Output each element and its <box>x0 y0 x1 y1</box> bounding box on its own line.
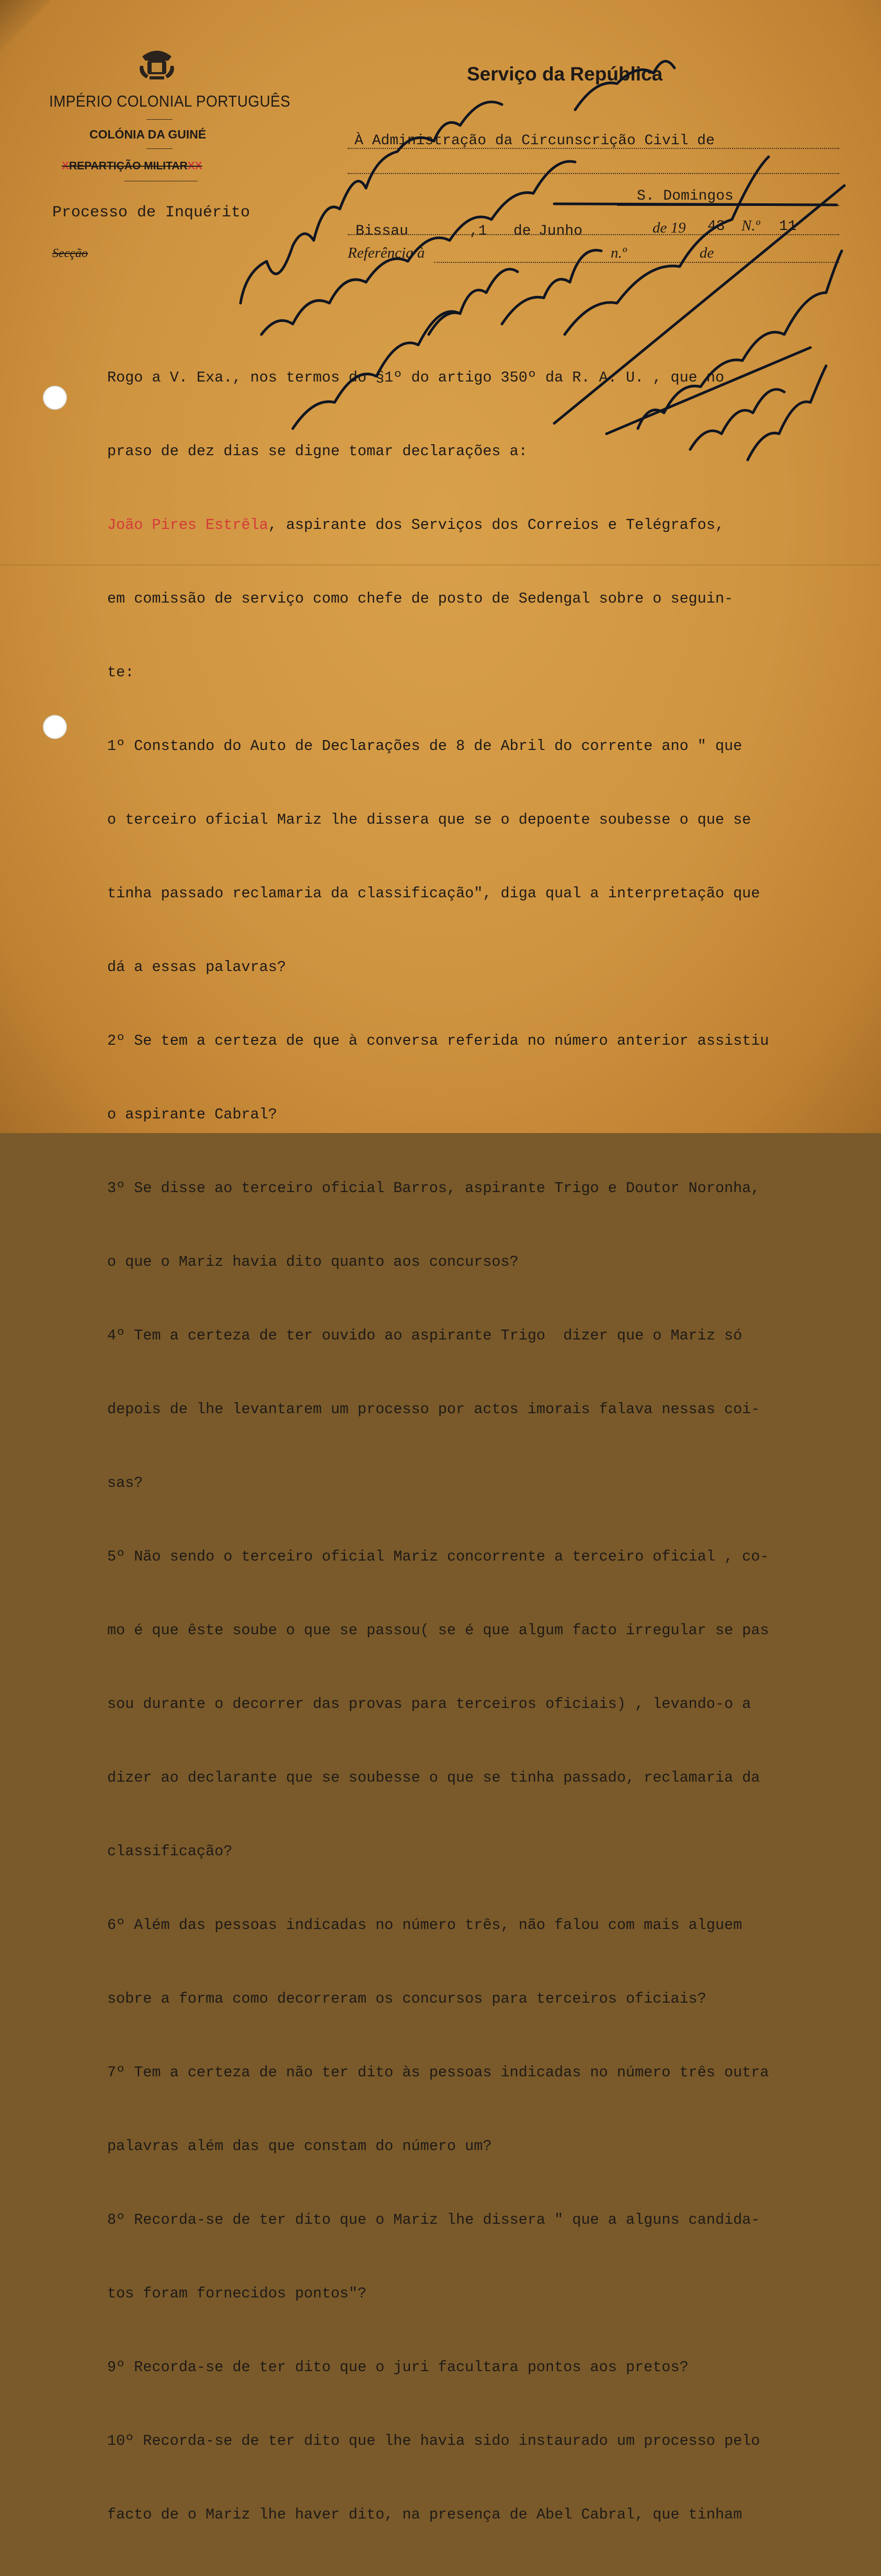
red-x-mark: X <box>62 160 70 172</box>
number-label: N.º <box>741 217 760 234</box>
body-line: 8º Recorda-se de ter dito que o Mariz lhe dissera " que a alguns candida- <box>107 2211 760 2228</box>
body-line <box>107 513 769 537</box>
body-line: praso de dez dias se digne tomar declarações a: <box>107 443 528 460</box>
body-text <box>107 316 769 2576</box>
address-to: À Administração da Circunscrição Civil de <box>354 133 715 149</box>
address-year: 43 <box>707 218 725 235</box>
handwriting-stroke <box>241 102 502 303</box>
address-number: 11 <box>779 218 797 235</box>
address-month: Junho <box>539 223 583 239</box>
body-line: classificação? <box>107 1843 233 1860</box>
body-line: 10º Recorda-se de ter dito que lhe havia sido instaurado um processo pelo <box>107 2432 760 2450</box>
seccao-label: Secção <box>52 247 88 260</box>
body-line: dá a essas palavras? <box>107 958 287 976</box>
body-line: sobre a forma como decorreram os concursos para terceiros oficiais? <box>107 1990 706 2007</box>
body-line: depois de lhe levantarem um processo por actos imorais falava nessas coi- <box>107 1401 760 1418</box>
dotted-line <box>434 261 839 263</box>
header-imperio: IMPÉRIO COLONIAL PORTUGUÊS <box>49 92 291 110</box>
year-label: de 19 <box>653 220 686 236</box>
handwriting-stroke <box>565 157 769 334</box>
body-line: 1º Constando do Auto de Declarações de 8 de Abril do corrente ano " que <box>107 737 742 755</box>
body-line: em comissão de serviço como chefe de posto de Sedengal sobre o seguin- <box>107 590 734 607</box>
dotted-line <box>348 234 839 235</box>
body-line: dizer ao declarante que se soubesse o que se tinha passado, reclamaria da <box>107 1769 760 1786</box>
n-label: n.º <box>611 245 627 261</box>
address-de: de <box>513 223 531 239</box>
body-line: palavras além das que constam do número um? <box>107 2138 492 2155</box>
divider <box>146 148 173 149</box>
body-line: 5º Não sendo o terceiro oficial Mariz concorrente a terceiro oficial , co- <box>107 1548 769 1565</box>
body-line: mo é que êste soube o que se passou( se é que algum facto irregular se pas <box>107 1622 769 1639</box>
divider <box>146 119 173 120</box>
body-line: o que o Mariz havia dito quanto aos concursos? <box>107 1253 519 1270</box>
body-line: 3º Se disse ao terceiro oficial Barros, aspirante Trigo e Doutor Noronha, <box>107 1180 760 1197</box>
body-line: 2º Se tem a certeza de que à conversa referida no número anterior assistiu <box>107 1032 769 1049</box>
header-colonia: COLÓNIA DA GUINÉ <box>89 128 207 141</box>
body-line-rest: , aspirante dos Serviços dos Correios e Telégrafos, <box>268 516 725 534</box>
red-x-mark: XX <box>187 160 202 172</box>
address-place: S. Domingos <box>637 188 734 204</box>
coat-of-arms-icon <box>137 45 177 82</box>
servico-title: Serviço da República <box>467 63 663 85</box>
body-line: te: <box>107 664 134 681</box>
dotted-line <box>348 172 839 174</box>
dotted-line <box>348 147 839 149</box>
body-line: 6º Além das pessoas indicadas no número três, não falou com mais alguem <box>107 1916 742 1934</box>
body-line: Rogo a V. Exa., nos termos do §1º do artigo 350º da R. A. U. , que no <box>107 369 725 386</box>
body-line: sou durante o decorrer das provas para terceiros oficiais) , levando-o a <box>107 1695 751 1713</box>
address-city: Bissau <box>356 223 408 239</box>
place-underline <box>617 205 839 206</box>
punch-hole <box>43 386 67 410</box>
referencia-label: Referência à <box>348 245 425 261</box>
declarant-name: João Pires Estrêla <box>107 516 268 534</box>
body-line: facto de o Mariz lhe haver dito, na presença de Abel Cabral, que tinham <box>107 2506 742 2523</box>
processo-label: Processo de Inquérito <box>52 204 250 222</box>
body-line: tos foram fornecidos pontos"? <box>107 2285 367 2302</box>
body-line: 4º Tem a certeza de ter ouvido ao aspirante Trigo dizer que o Mariz só <box>107 1327 742 1344</box>
body-line: o aspirante Cabral? <box>107 1106 277 1123</box>
body-line: tinha passado reclamaria da classificação", diga qual a interpretação que <box>107 885 760 902</box>
reparticao-text: REPARTIÇÃO MILITAR <box>69 160 188 172</box>
body-line: o terceiro oficial Mariz lhe dissera que se o depoente soubesse o que se <box>107 811 751 828</box>
folded-corner <box>0 0 50 63</box>
de-label: de <box>700 245 714 261</box>
body-line: 7º Tem a certeza de não ter dito às pessoas indicadas no número três outra <box>107 2064 769 2081</box>
body-line: sas? <box>107 1474 143 1492</box>
punch-hole <box>43 715 67 739</box>
header-reparticao <box>62 160 202 172</box>
body-line: 9º Recorda-se de ter dito que o juri facultara pontos aos pretos? <box>107 2359 689 2376</box>
address-day: ,1 <box>470 223 487 239</box>
